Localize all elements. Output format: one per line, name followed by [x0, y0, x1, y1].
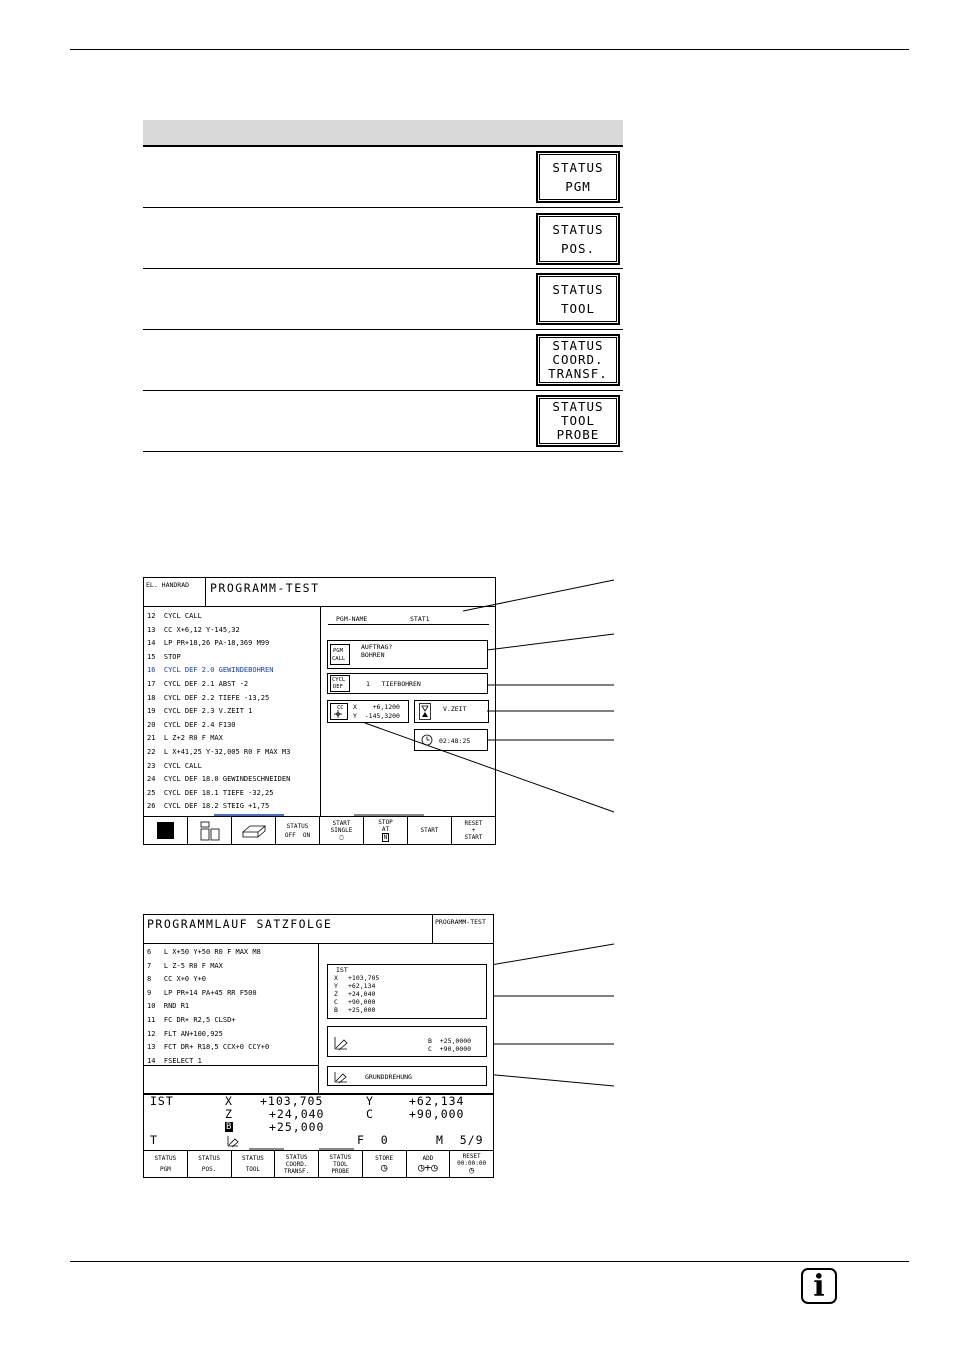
- submode-box: [432, 915, 494, 943]
- program-line: 24 CYCL DEF 18.0 GEWINDESCHNEIDEN: [147, 775, 291, 784]
- softkey-line: POS.: [201, 1166, 217, 1173]
- pos-x-value: +103,705: [260, 1094, 324, 1108]
- pos-display: [144, 1095, 493, 1147]
- softkey-line: 00:00:00: [457, 1159, 487, 1167]
- softkey-line: STATUS: [242, 1155, 264, 1162]
- callout-line: [487, 634, 614, 650]
- softkey-line: STATUS: [552, 221, 604, 237]
- program-line: 16 CYCL DEF 2.0 GEWINDEBOHREN: [147, 666, 274, 675]
- pos-b-value: +25,000: [269, 1120, 325, 1134]
- softkey-status-tool-probe[interactable]: [319, 1151, 363, 1177]
- softkey-line: STATUS: [552, 399, 604, 414]
- program-line: 20 CYCL DEF 2.4 F130: [147, 720, 236, 729]
- clock-icon: ◷: [468, 1165, 475, 1176]
- softkey-line: TOOL: [560, 413, 596, 428]
- softkey-line: STATUS: [154, 1155, 177, 1162]
- softkey-line: AT: [381, 826, 390, 833]
- softkey-line: N: [383, 834, 388, 841]
- pos-y-value: +62,134: [409, 1094, 465, 1108]
- softkey-line: START: [332, 820, 351, 827]
- softkey-line: RESET: [462, 1152, 481, 1160]
- program-line: 10 RND R1: [147, 1002, 190, 1011]
- program-line: 12 CYCL CALL: [147, 612, 202, 620]
- softkey-line: STATUS: [198, 1155, 220, 1162]
- softkey-line: TRANSF.: [283, 1167, 310, 1175]
- program-line: 6 L X+50 Y+50 R0 F MAX M8: [147, 948, 261, 956]
- softkey-line: STATUS: [552, 159, 604, 175]
- program-line: 14 LP PR+18,26 PA-18,369 M99: [147, 639, 270, 648]
- softkey-line: STATUS: [552, 281, 604, 297]
- softkey-line: START: [464, 834, 483, 841]
- softkey-line: STATUS: [285, 1153, 308, 1161]
- softkey-reset-time[interactable]: [450, 1151, 493, 1177]
- pos-x-axis: X: [225, 1094, 233, 1108]
- grund-box: [327, 1066, 487, 1086]
- pos-t-label: T: [150, 1133, 158, 1147]
- pos-z-value: +24,040: [269, 1107, 325, 1121]
- softkey-line: +: [471, 827, 476, 834]
- clock-add-icon: ◷+◷: [417, 1160, 438, 1174]
- softkey-line: □: [339, 834, 344, 841]
- program-line: 18 CYCL DEF 2.2 TIEFE -13,25: [147, 693, 270, 702]
- softkey-status-tool[interactable]: [232, 1151, 276, 1177]
- ist-value: +62,134: [348, 982, 376, 990]
- program-line: 13 FCT DR+ R18,5 CCX+0 CCY+0: [147, 1043, 270, 1052]
- screen-programmlauf: [143, 914, 494, 1178]
- ist-label: IST: [336, 966, 348, 974]
- program-line: 25 CYCL DEF 18.1 TIEFE -32,25: [147, 788, 274, 797]
- softkey-line: SINGLE: [330, 827, 353, 834]
- program-line: 26 CYCL DEF 18.2 STEIG +1,75: [147, 802, 270, 811]
- mode-label: EL. HANDRAD: [146, 581, 190, 589]
- pgm-call-text: AUFTRAG?: [361, 643, 393, 651]
- program-line: 12 FLT AN+100,925: [147, 1029, 223, 1038]
- softkey-line: COORD.: [285, 1160, 308, 1168]
- softkey-line: STATUS: [552, 338, 604, 353]
- softkey-line: ADD: [422, 1154, 434, 1162]
- tilt-box: [327, 1026, 487, 1057]
- ist-value: +103,705: [348, 974, 380, 982]
- softkey-status-pos[interactable]: [188, 1151, 232, 1177]
- tilt-b: B +25,0000: [428, 1037, 472, 1045]
- softkey-line: PGM: [565, 178, 591, 194]
- callout-line: [463, 580, 614, 611]
- softkey-line: COORD.: [552, 352, 604, 367]
- program-line: 14 FSELECT 1: [147, 1056, 202, 1065]
- icon-line: CALL: [332, 656, 346, 662]
- program-line: 23 CYCL CALL: [147, 761, 202, 770]
- info-glyph: i: [813, 1268, 825, 1304]
- softkey-line: OFF ON: [284, 831, 311, 839]
- tilt-c: C +90,0000: [428, 1045, 472, 1053]
- softkey-store[interactable]: [363, 1151, 407, 1177]
- program-line: 9 LP PR+14 PA+45 RR F500: [147, 988, 257, 997]
- cc-label: CC: [337, 705, 344, 711]
- cc-x: X +6,1200: [353, 703, 400, 711]
- softkey-status-pgm[interactable]: [144, 1151, 188, 1177]
- screen-title: PROGRAMMLAUF SATZFOLGE: [147, 917, 333, 931]
- softkey-line: PROBE: [556, 427, 600, 442]
- program-line: 8 CC X+0 Y+0: [147, 975, 207, 984]
- cycl-def-text: 1 TIEFBOHREN: [366, 680, 421, 688]
- pgm-name-value: STAT1: [410, 615, 430, 623]
- ist-value: +24,040: [348, 990, 376, 998]
- submode-label: PROGRAMM-TEST: [435, 918, 486, 926]
- pane-divider: [318, 943, 319, 1094]
- program-listing: [147, 946, 317, 1068]
- icon-line: PGM: [333, 648, 343, 654]
- pgm-call-text: BOHREN: [361, 651, 385, 659]
- basic-rotation-icon: [227, 1135, 239, 1147]
- pos-c-axis: C: [366, 1107, 374, 1121]
- program-line: 22 L X+41,25 Y-32,005 R0 F MAX M3: [147, 747, 291, 756]
- screen-title: PROGRAMM-TEST: [210, 581, 320, 595]
- grund-label: GRUNDDREHUNG: [365, 1073, 412, 1081]
- ist-axis: C: [334, 998, 338, 1006]
- softkey-status-coord-transf[interactable]: [275, 1151, 319, 1177]
- program-line: 11 FC DR+ R2,5 CLSD+: [147, 1015, 236, 1024]
- softkey-line: TOOL: [245, 1166, 261, 1173]
- vzeit-label: V.ZEIT: [443, 705, 467, 713]
- softkey-line: PROBE: [331, 1167, 350, 1175]
- pos-c-value: +90,000: [409, 1107, 465, 1121]
- ist-box: [327, 964, 487, 1019]
- program-line: 21 L Z+2 R0 F MAX: [147, 734, 223, 743]
- program-line: 15 STOP: [147, 652, 181, 661]
- softkey-line: STOP: [378, 819, 393, 826]
- pos-m-label: M 5/9: [436, 1133, 484, 1147]
- ist-axis: X: [334, 974, 338, 982]
- ist-axis: B: [334, 1006, 338, 1014]
- pgm-name-label: PGM-NAME: [336, 615, 368, 623]
- softkey-line: START: [420, 827, 439, 834]
- icon-line: CYCL: [332, 677, 346, 683]
- program-line: 13 CC X+6,12 Y-145,32: [147, 625, 240, 634]
- pos-z-axis: Z: [225, 1107, 233, 1121]
- icon-line: DEF: [333, 684, 343, 690]
- program-line: 19 CYCL DEF 2.3 V.ZEIT 1: [147, 707, 253, 716]
- tilt-plane-icon: [333, 1035, 349, 1051]
- softkey-line: TOOL: [333, 1160, 348, 1168]
- softkey-add[interactable]: [407, 1151, 451, 1177]
- callout-line: [365, 723, 614, 812]
- cc-y: Y -145,3200: [353, 712, 400, 720]
- ist-axis: Y: [334, 982, 338, 990]
- info-icon: [801, 1268, 837, 1304]
- program-line: 7 L Z-5 R0 F MAX: [147, 961, 223, 970]
- pos-f-label: F 0: [357, 1133, 389, 1147]
- time-value: 02:48:25: [439, 737, 471, 745]
- softkey-bar: [144, 1150, 493, 1177]
- softkey-line: STATUS: [329, 1153, 352, 1161]
- softkey-line: STORE: [375, 1154, 394, 1162]
- pos-ist-label: IST: [150, 1094, 174, 1108]
- softkey-line: TRANSF.: [548, 366, 608, 381]
- listing-bottom-rule: [144, 1065, 318, 1066]
- callout-line: [485, 944, 614, 966]
- softkey-line: TOOL: [560, 300, 596, 316]
- ist-value: +90,000: [348, 998, 376, 1006]
- ist-axis: Z: [334, 990, 338, 998]
- ist-value: +25,000: [348, 1006, 376, 1014]
- pos-y-axis: Y: [366, 1094, 374, 1108]
- softkey-line: POS.: [560, 240, 596, 256]
- callout-line: [485, 1074, 614, 1086]
- clock-icon: ◷: [380, 1160, 388, 1174]
- softkey-line: STATUS: [286, 822, 309, 830]
- softkey-line: PGM: [159, 1166, 171, 1173]
- pos-b-axis: B: [226, 1122, 233, 1132]
- basic-rotation-icon: [333, 1070, 349, 1084]
- softkey-line: RESET: [464, 820, 483, 827]
- program-line: 17 CYCL DEF 2.1 ABST -2: [147, 679, 249, 688]
